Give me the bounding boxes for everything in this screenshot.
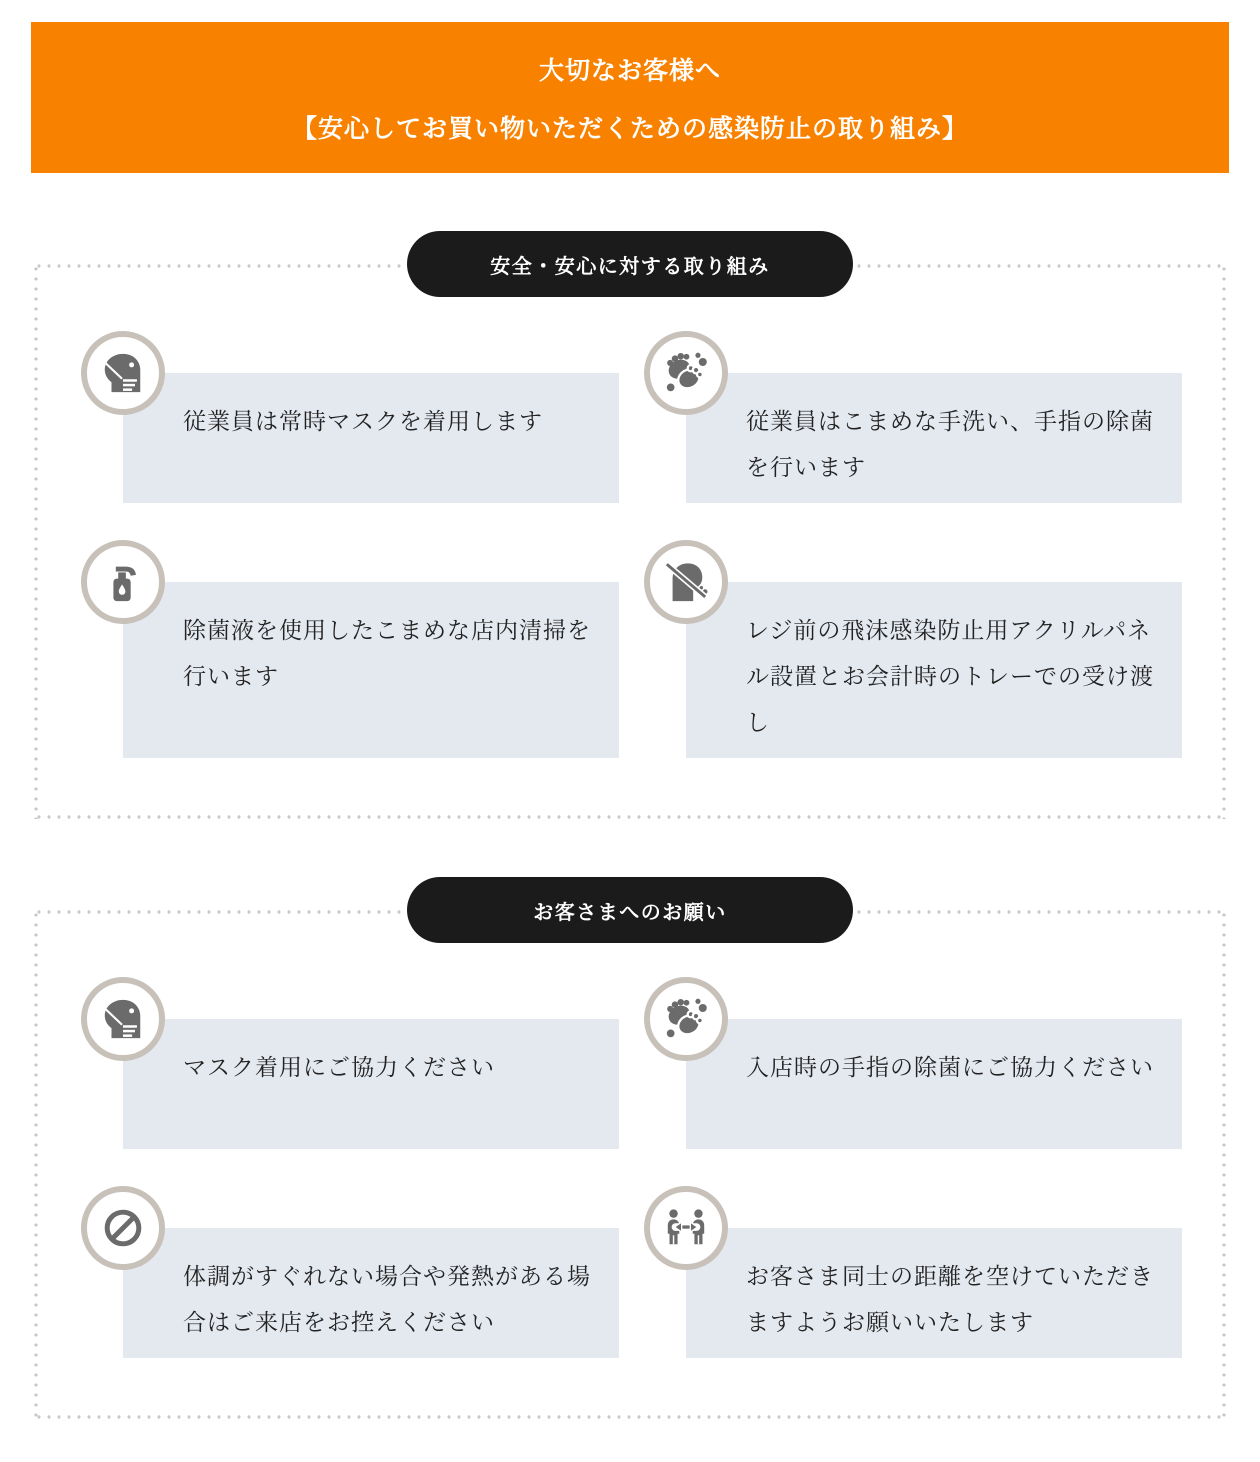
requests-grid [123, 1019, 1182, 1358]
measure-item-acrylic-panel [686, 582, 1182, 758]
section-title-pill-safety [407, 231, 853, 297]
measure-item-handwash [686, 373, 1182, 503]
notice-banner [31, 22, 1229, 173]
measure-item-mask [123, 373, 619, 503]
request-text: 体調がすぐれない場合や発熱がある場合はご来店をお控えください [183, 1263, 591, 1335]
request-text: お客さま同士の距離を空けていただきますようお願いいたします [746, 1263, 1154, 1335]
request-item-sanitize [686, 1019, 1182, 1149]
measure-item-sanitize-clean [123, 582, 619, 758]
measure-text: 除菌液を使用したこまめな店内清掃を行います [183, 617, 591, 689]
measures-grid [123, 373, 1182, 758]
section-title: 安全・安心に対する取り組み [490, 255, 770, 278]
prohibition-icon [81, 1186, 165, 1270]
banner-subtitle: 【安心してお買い物いただくための感染防止の取り組み】 [291, 114, 968, 143]
measure-text: 従業員は常時マスクを着用します [183, 408, 543, 434]
sanitizer-bottle-icon [81, 540, 165, 624]
measure-text: レジ前の飛沫感染防止用アクリルパネル設置とお会計時のトレーでの受け渡し [746, 617, 1154, 735]
request-text: マスク着用にご協力ください [183, 1054, 495, 1080]
infection-prevention-page [0, 22, 1260, 1462]
mask-face-icon [81, 977, 165, 1061]
measure-text: 従業員はこまめな手洗い、手指の除菌を行います [746, 408, 1154, 480]
request-text: 入店時の手指の除菌にご協力ください [746, 1054, 1154, 1080]
hand-wash-icon [644, 977, 728, 1061]
request-item-stay-home [123, 1228, 619, 1358]
request-item-mask [123, 1019, 619, 1149]
hand-wash-icon [644, 331, 728, 415]
section-title: お客さまへのお願い [533, 901, 727, 924]
mask-face-icon [81, 331, 165, 415]
section-customer-requests [34, 901, 1226, 1419]
banner-title: 大切なお客様へ [538, 56, 721, 85]
section-safety-measures [34, 255, 1226, 819]
social-distance-icon [644, 1186, 728, 1270]
request-item-distance [686, 1228, 1182, 1358]
no-droplet-icon [644, 540, 728, 624]
section-title-pill-requests [407, 877, 853, 943]
